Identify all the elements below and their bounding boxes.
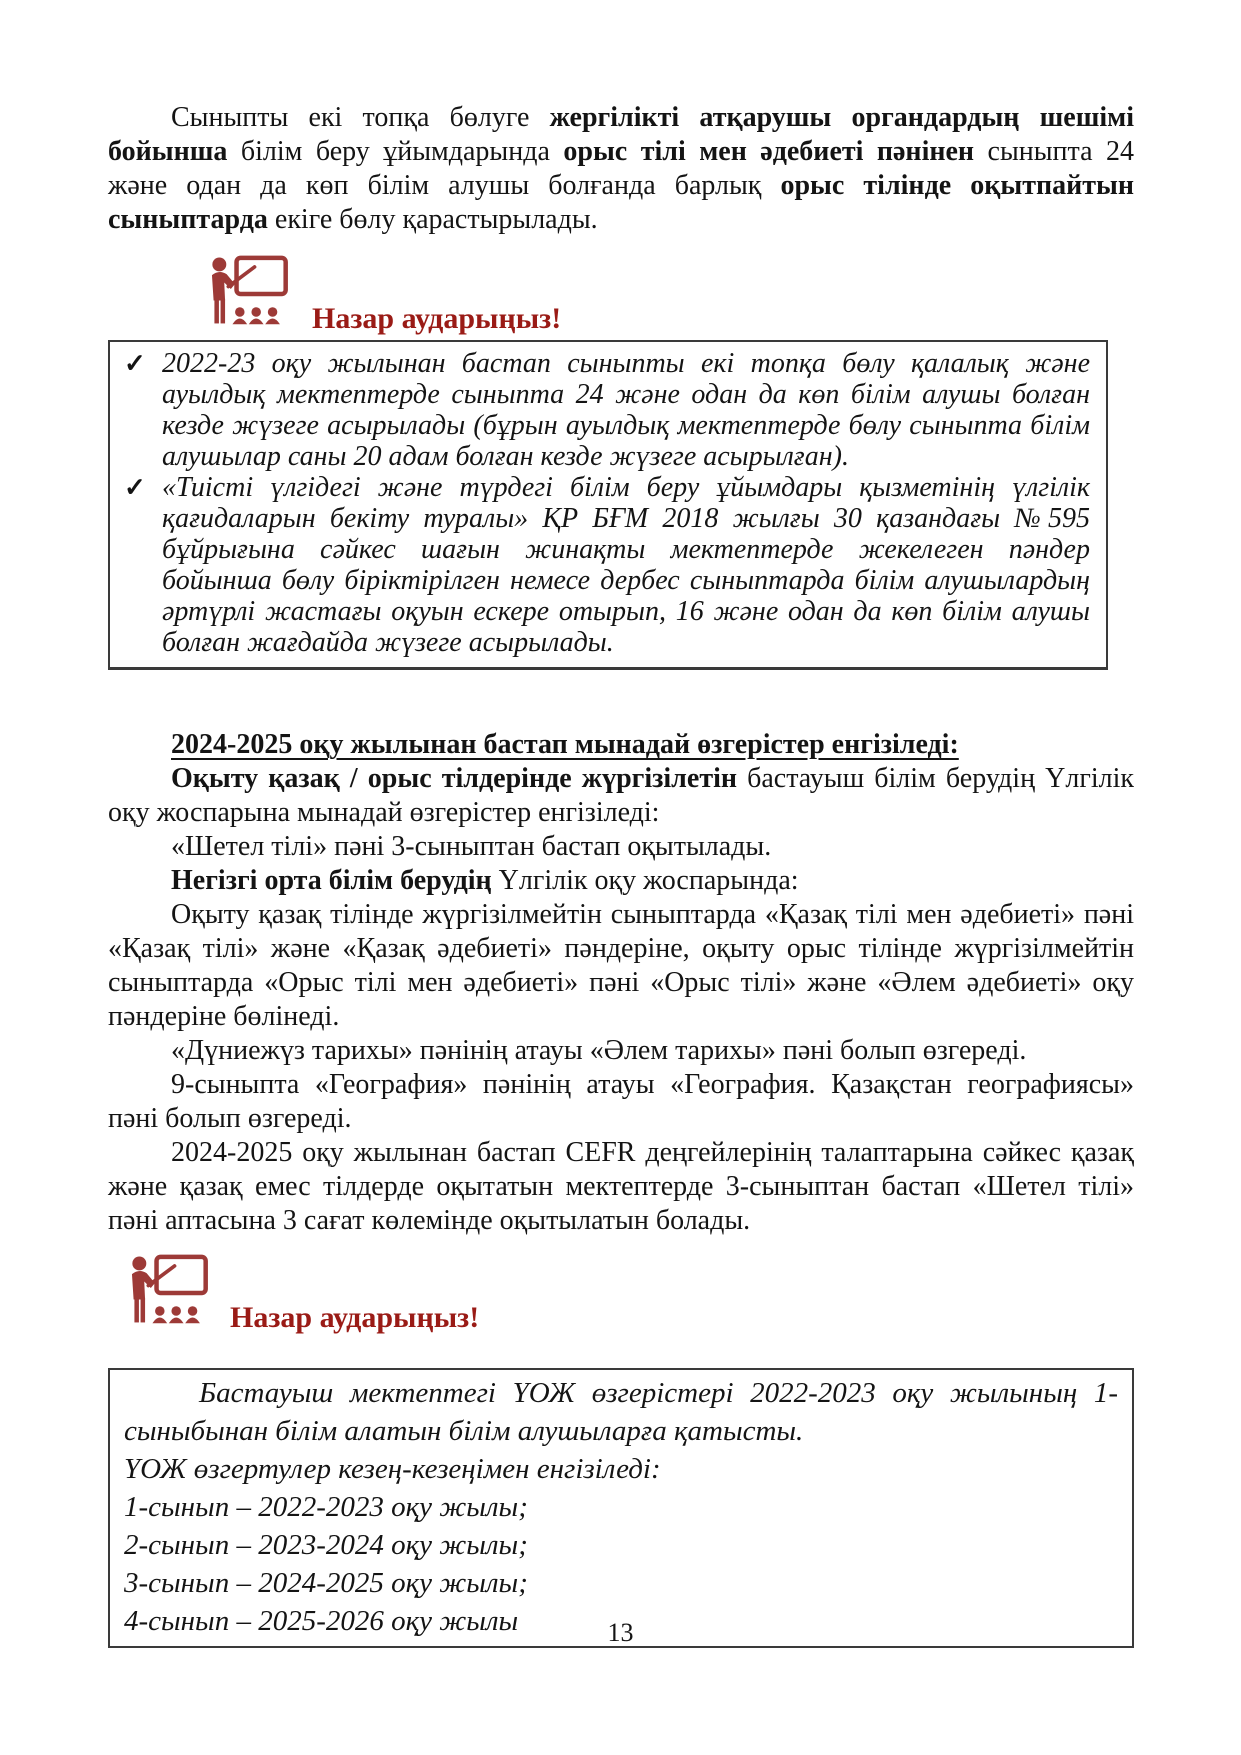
note-item-text: 2022-23 оқу жылынан бастап сыныпты екі топқа бөлу қалалық және ауылдық мектептерде сыныпта 24 және одан да көп білім алушы болған кезде жүзеге асырылады (бұрын ауылдық мектептерде бөлу сыныпта білім алушылар саны 20 адам болған кезде жүзеге асырылған). <box>162 348 1090 472</box>
teacher-board-icon <box>126 1252 210 1338</box>
note-item <box>110 472 1090 658</box>
note-line: 1-сынып – 2022-2023 оқу жылы; <box>124 1491 528 1523</box>
paragraph-world-history: «Дүниежүз тарихы» пәнінің атауы «Әлем тарихы» пәні болып өзгереді. <box>171 1035 1027 1066</box>
paragraph-geography: 9-сыныпта «География» пәнінің атауы «География. Қазақстан географиясы» пәні болып өзгереді. <box>108 1069 1134 1134</box>
section-heading: 2024-2025 оқу жылынан бастап мынадай өзгерістер енгізіледі: <box>171 729 959 760</box>
page-number: 13 <box>607 1618 634 1647</box>
attention-label: Назар аударыңыз! <box>312 302 562 335</box>
attention-block-2 <box>108 1250 1134 1338</box>
note-item-text: «Тиісті үлгідегі және түрдегі білім беру ұйымдары қызметінің үлгілік қағидаларын бекіту туралы» ҚР БҒМ 2018 жылғы 30 қазандағы №595 бұйрығына сәйкес шағын жинақты мектептерде жекелеген пәндер бойынша бөлу біріктірілген немесе дербес сыныптарда білім алушылардың әртүрлі жастағы оқуын ескере отырып, 16 және одан да көп білім алушы болған жағдайда жүзеге асырылады. <box>162 472 1090 658</box>
note-line: 4-сынып – 2025-2026 оқу жылы <box>124 1605 519 1637</box>
attention-label: Назар аударыңыз! <box>230 1301 480 1334</box>
checkmark-icon: ✓ <box>124 473 146 502</box>
note-paragraph: ҮОЖ өзгертулер кезең-кезеңімен енгізіледі: <box>124 1453 661 1485</box>
paragraph-curriculum-primary: Оқыту қазақ / орыс тілдерінде жүргізілетін бастауыш білім берудің Үлгілік оқу жоспарына мынадай өзгерістер енгізіледі: <box>108 763 1134 828</box>
paragraph-cefr: 2024-2025 оқу жылынан бастап CEFR деңгейлерінің талаптарына сәйкес қазақ және қазақ емес тілдерде оқытатын мектептерде 3-сыныптан бастап «Шетел тілі» пәні аптасына 3 сағат көлемінде оқытылатын болады. <box>108 1137 1134 1236</box>
paragraph-foreign-language: «Шетел тілі» пәні 3-сыныптан бастап оқытылады. <box>171 831 772 862</box>
note-box-2 <box>108 1368 1134 1648</box>
note-line: 2-сынып – 2023-2024 оқу жылы; <box>124 1529 528 1561</box>
checkmark-icon: ✓ <box>124 349 146 378</box>
intro-paragraph: Сыныпты екі топқа бөлуге жергілікті атқарушы органдардың шешімі бойынша білім беру ұйымдарында орыс тілі мен әдебиеті пәнінен сыныпта 24 және одан да көп білім алушы болғанда барлық орыс тілінде оқытпайтын сыныптарда екіге бөлу қарастырылады. <box>108 102 1135 235</box>
note-paragraph: Бастауыш мектептегі ҮОЖ өзгерістері 2022-2023 оқу жылының 1-сыныбынан білім алатын білім алушыларға қатысты. <box>124 1377 1118 1447</box>
paragraph-secondary-heading: Негізгі орта білім берудің Үлгілік оқу жоспарында: <box>171 865 799 896</box>
attention-block-1 <box>108 253 1134 339</box>
paragraph-subject-split: Оқыту қазақ тілінде жүргізілмейтін сыныптарда «Қазақ тілі мен әдебиеті» пәні «Қазақ тілі» және «Қазақ әдебиеті» пәндеріне, оқыту орыс тілінде жүргізілмейтін сыныптарда «Орыс тілі мен әдебиеті» пәні «Орыс тілі» және «Әлем әдебиеті» оқу пәндеріне бөлінеді. <box>108 899 1134 1032</box>
note-box-1 <box>108 340 1108 670</box>
page-content <box>108 0 1134 1648</box>
note-line: 3-сынып – 2024-2025 оқу жылы; <box>124 1567 528 1599</box>
teacher-board-icon <box>206 253 290 339</box>
note-item <box>110 348 1090 472</box>
